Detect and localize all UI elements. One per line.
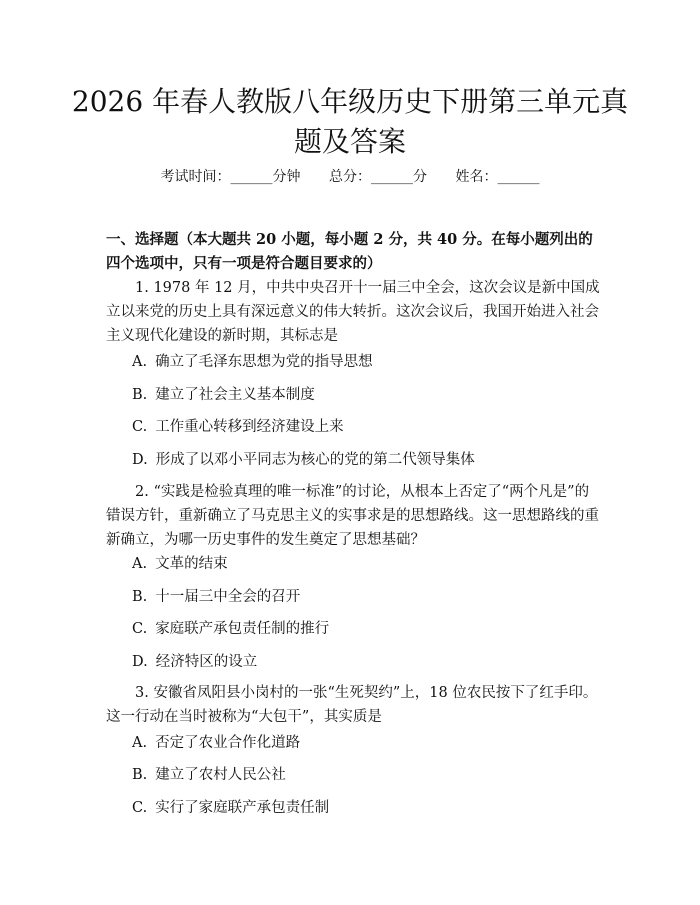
question-stem: 1. 1978 年 12 月，中共中央召开十一届三中全会，这次会议是新中国成立以来党的历史上具有深远意义的伟大转折。这次会议后，我国开始进入社会主义现代化建设的新时期，其标志是 <box>106 280 600 344</box>
question-option <box>132 553 602 575</box>
exam-score: 总分：______分 <box>329 169 427 185</box>
option-letter: A. <box>132 354 148 370</box>
option-text: 文革的结束 <box>155 556 228 572</box>
option-letter: C. <box>132 621 148 637</box>
option-letter: B. <box>132 767 148 783</box>
option-letter: B. <box>132 589 148 605</box>
option-text: 家庭联产承包责任制的推行 <box>155 621 330 637</box>
option-text: 形成了以邓小平同志为核心的党的第二代领导集体 <box>155 452 475 468</box>
question-option <box>132 449 602 471</box>
question-option <box>132 586 602 608</box>
option-letter: D. <box>132 452 148 468</box>
exam-name: 姓名：______ <box>455 169 540 185</box>
option-text: 工作重心转移到经济建设上来 <box>155 419 344 435</box>
option-text: 建立了社会主义基本制度 <box>155 387 315 403</box>
title-line-2: 题及答案 <box>293 125 406 158</box>
option-letter: C. <box>132 419 148 435</box>
question-option <box>132 351 602 373</box>
question-option <box>132 764 602 786</box>
option-letter: A. <box>132 735 148 751</box>
option-letter: A. <box>132 556 148 572</box>
option-text: 确立了毛泽东思想为党的指导思想 <box>155 354 373 370</box>
option-letter: B. <box>132 387 148 403</box>
question-option <box>132 651 602 673</box>
option-text: 经济特区的设立 <box>155 654 258 670</box>
option-text: 建立了农村人民公社 <box>155 767 286 783</box>
section-heading: 一、选择题（本大题共 20 小题，每小题 2 分，共 40 分。在每小题列出的四个选项中，只有一项是符合题目要求的） <box>106 231 593 272</box>
exam-info <box>0 166 700 188</box>
question-option <box>132 416 602 438</box>
question-stem: 3. 安徽省凤阳县小岗村的一张“生死契约”上，18 位农民按下了红手印。这一行动在当时被称为“大包干”，其实质是 <box>106 685 598 725</box>
option-text: 否定了农业合作化道路 <box>155 735 301 751</box>
title-line-1: 2026 年春人教版八年级历史下册第三单元真 <box>71 85 629 118</box>
question-option <box>132 732 602 754</box>
exam-time: 考试时间：______分钟 <box>160 169 301 185</box>
question-option <box>132 797 602 819</box>
option-text: 实行了家庭联产承包责任制 <box>155 800 330 816</box>
option-text: 十一届三中全会的召开 <box>155 589 301 605</box>
question-option <box>132 384 602 406</box>
option-letter: C. <box>132 800 148 816</box>
option-letter: D. <box>132 654 148 670</box>
question-option <box>132 618 602 640</box>
question-stem: 2. “实践是检验真理的唯一标准”的讨论，从根本上否定了“两个凡是”的错误方针，重新确立了马克思主义的实事求是的思想路线。这一思想路线的重新确立，为哪一历史事件的发生奠定了思想基础？ <box>106 484 599 548</box>
document-title <box>60 82 640 162</box>
